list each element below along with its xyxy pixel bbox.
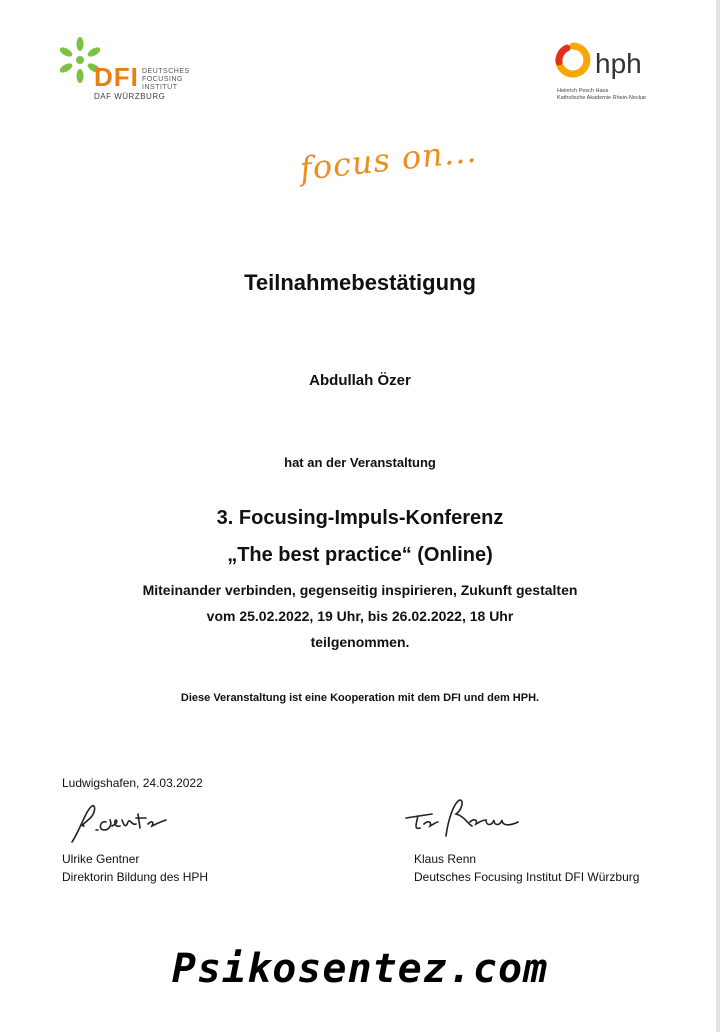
event-name: 3. Focusing-Impuls-Konferenz bbox=[216, 507, 504, 529]
signature-left-image bbox=[66, 800, 176, 846]
dfi-logo bbox=[60, 36, 200, 106]
signer-right-name: Klaus Renn bbox=[414, 852, 477, 866]
signer-right-role: Deutsches Focusing Institut DFI Würzburg bbox=[414, 870, 640, 884]
tagline: focus on... bbox=[298, 131, 479, 188]
event-motto: Miteinander verbinden, gegenseitig inspirieren, Zukunft gestalten bbox=[142, 582, 578, 598]
signer-left bbox=[62, 850, 208, 886]
signer-left-role: Direktorin Bildung des HPH bbox=[62, 870, 209, 884]
hph-logo bbox=[555, 42, 675, 106]
participated-text: teilgenommen. bbox=[310, 634, 410, 650]
signer-left-name: Ulrike Gentner bbox=[62, 852, 140, 866]
hph-logo-line2: Katholische Akademie Rhein-Neckar bbox=[557, 95, 647, 101]
dfi-logo-subtitle: DEUTSCHES FOCUSING INSTITUT bbox=[142, 68, 190, 91]
dfi-logo-city: DAF WÜRZBURG bbox=[94, 92, 166, 101]
intro-text: hat an der Veranstaltung bbox=[284, 455, 436, 470]
dfi-logo-word: DFI bbox=[94, 62, 139, 92]
watermark: Psikosentez.com bbox=[171, 946, 549, 992]
place-date: Ludwigshafen, 24.03.2022 bbox=[62, 776, 203, 790]
signature-right-image bbox=[402, 796, 532, 842]
certificate-title: Teilnahmebestätigung bbox=[244, 270, 476, 295]
hph-logo-line1: Heinrich Pesch Haus bbox=[557, 88, 609, 94]
hph-ring-icon bbox=[555, 42, 591, 82]
event-subtitle: „The best practice“ (Online) bbox=[227, 544, 493, 566]
cooperation-note: Diese Veranstaltung ist eine Kooperation mit dem DFI und dem HPH. bbox=[180, 692, 540, 704]
hph-logo-word: hph bbox=[595, 48, 642, 79]
recipient-name: Abdullah Özer bbox=[309, 372, 411, 389]
event-dates: vom 25.02.2022, 19 Uhr, bis 26.02.2022, 18 Uhr bbox=[206, 608, 514, 624]
signer-right bbox=[414, 850, 639, 886]
